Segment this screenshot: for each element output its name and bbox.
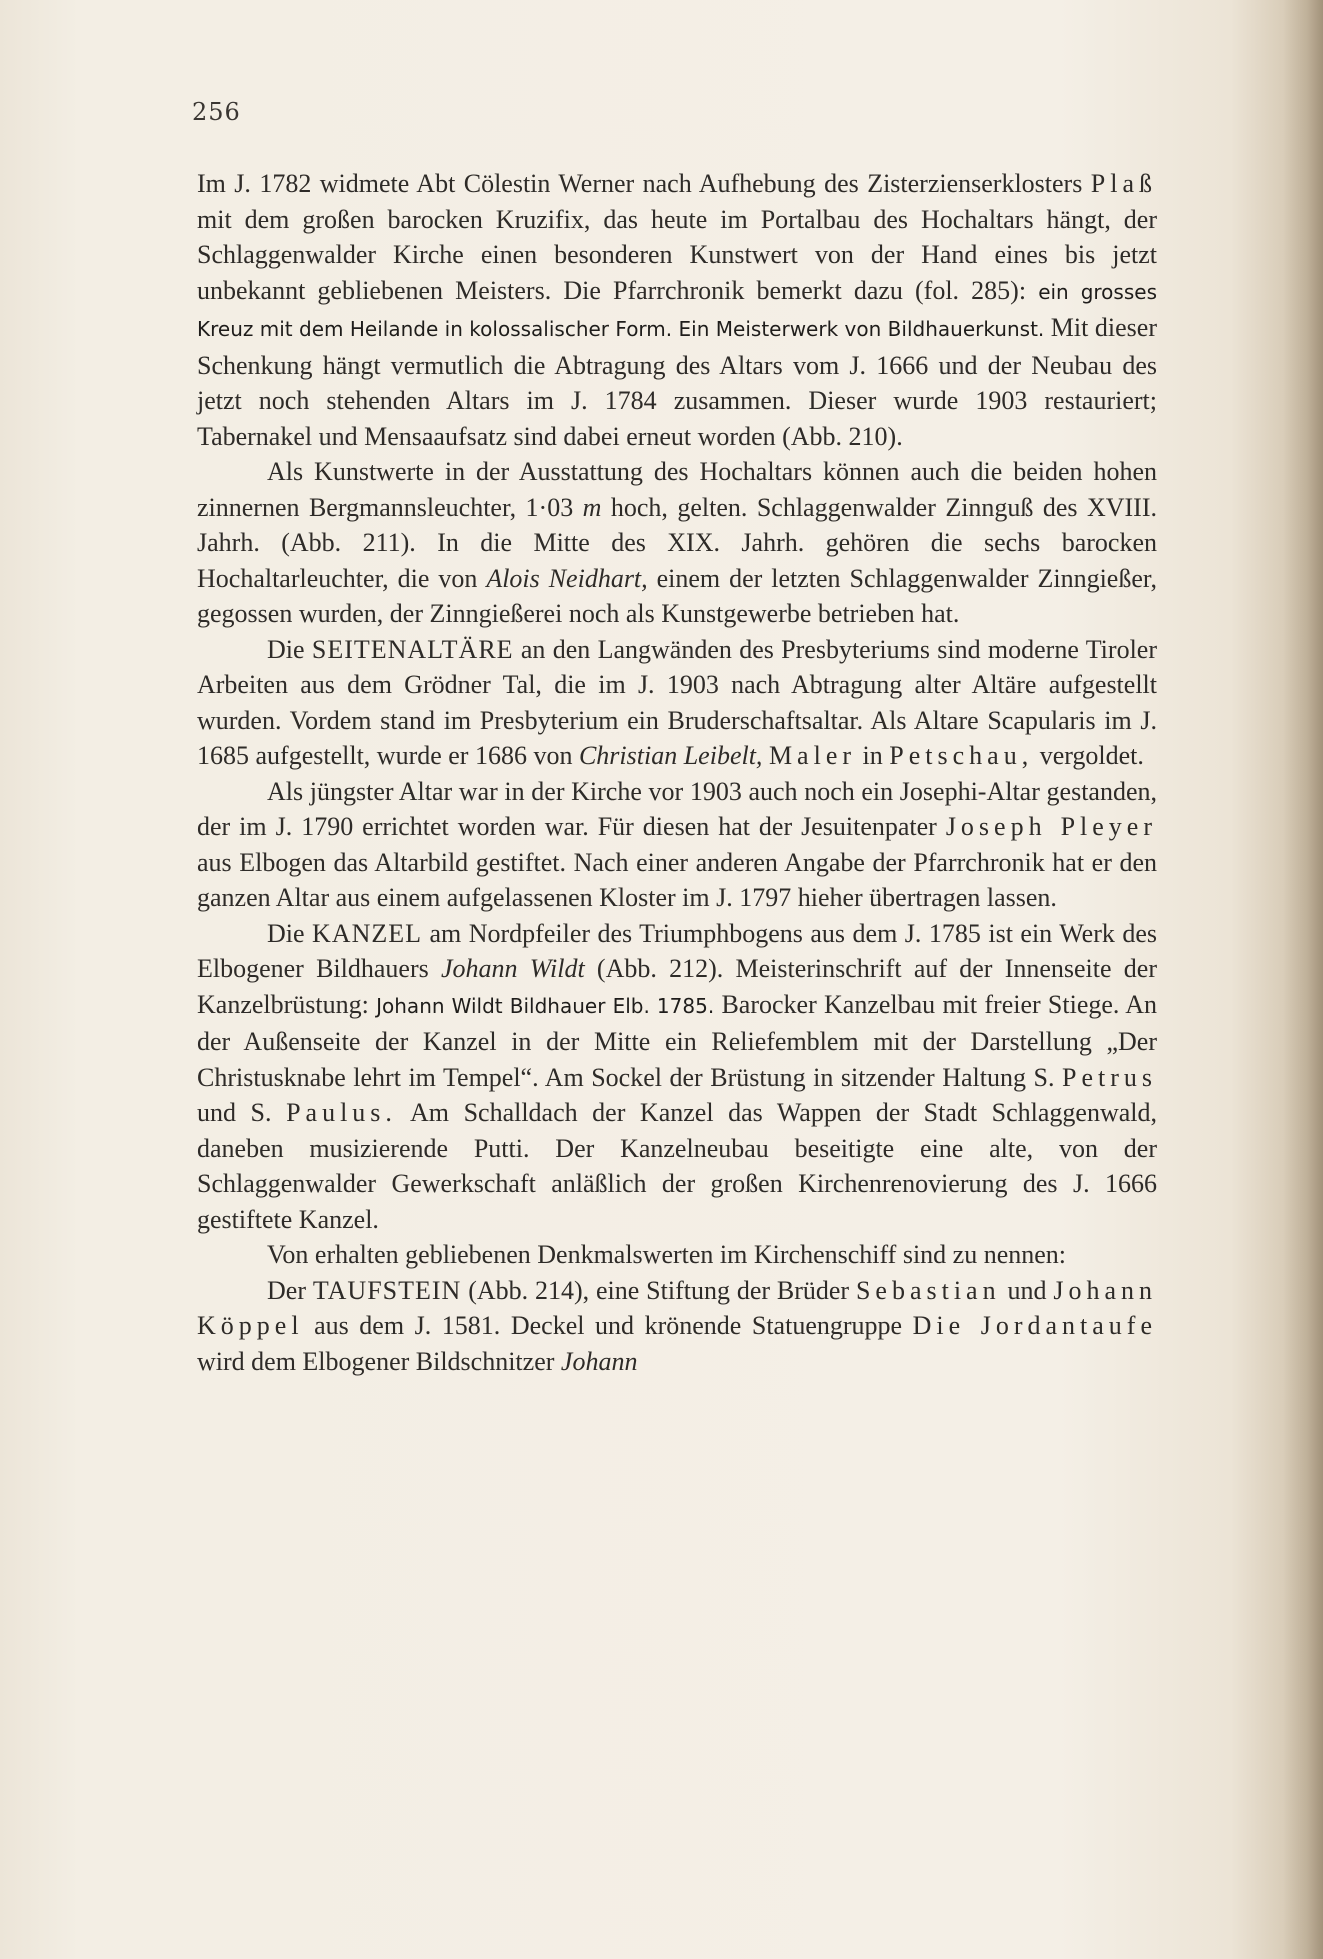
- text-run: (Abb. 214), eine Stiftung der Brüder: [461, 1275, 856, 1305]
- text-run: Barocker Kanzelbau mit freier Stiege. An der Außenseite der Kanzel in der Mitte ein Reliefemblem mit der Darstellung „Der Christusknabe lehrt im Tempel“. Am Sockel der Brüstung in sitzender Haltung S.: [197, 989, 1158, 1092]
- paragraph: [197, 454, 1157, 632]
- text-run: aus Elbogen das Altarbild gestiftet. Nach einer anderen Angabe der Pfarrchronik hat er den ganzen Altar aus einem aufgelassenen Kloster im J. 1797 hieher übertragen lassen.: [197, 847, 1157, 912]
- text-run: SEITENALTÄRE: [311, 634, 514, 664]
- paragraph: [197, 166, 1157, 454]
- paragraph: [197, 774, 1157, 916]
- text-run: wird dem Elbogener Bildschnitzer: [197, 1346, 561, 1376]
- text-run: aus dem J. 1581. Deckel und krönende Statuengruppe: [303, 1311, 913, 1340]
- text-run: KANZEL: [312, 918, 423, 948]
- text-run: Johann Köppel: [197, 1275, 1157, 1340]
- paragraph: [197, 1273, 1157, 1380]
- text-run: Als jüngster Altar war in der Kirche vor 1903 auch noch ein Josephi-Altar gestanden, der im J. 1790 errichtet worden war. Für diesen hat der Jesuitenpater: [197, 776, 1157, 841]
- text-run: und: [1000, 1275, 1054, 1305]
- text-run: Von erhalten gebliebenen Denkmalswerten im Kirchenschiff sind zu nennen:: [267, 1240, 1067, 1269]
- text-run: m: [582, 492, 602, 522]
- page-number: 256: [192, 98, 241, 126]
- text-run: Sebastian: [855, 1275, 1001, 1305]
- text-run: Der: [267, 1275, 313, 1305]
- text-run: Im J. 1782 widmete Abt Cölestin Werner nach Aufhebung des Zisterzienserklosters: [197, 169, 1091, 198]
- paragraph: [197, 916, 1157, 1238]
- text-run: mit dem großen barocken Kruzifix, das heute im Portalbau des Hochaltars hängt, der Schlaggenwalder Kirche einen besonderen Kunstwert von der Hand eines bis jetzt unbekannt gebliebenen Meisters. Die Pfarrchronik bemerkt dazu (fol. 285):: [197, 204, 1157, 305]
- text-run: Johann Wildt Bildhauer Elb. 1785.: [376, 993, 715, 1018]
- text-run: hoch, gelten. Schlaggenwalder Zinnguß des XVIII. Jahrh. (Abb. 211). In die Mitte des XIX. Jahrh. gehören die sechs barocken Hochaltarleuchter, die von: [197, 492, 1157, 593]
- text-run: Die: [267, 634, 312, 664]
- body-text: [197, 166, 1157, 1379]
- text-run: einem der letzten Schlaggenwalder Zinngießer, gegossen wurden, der Zinngießerei noch als Kunstgewerbe betrieben hat.: [197, 563, 1158, 628]
- text-run: in: [856, 741, 890, 770]
- text-run: Die Jordantaufe: [912, 1311, 1157, 1340]
- text-run: Petrus: [1062, 1062, 1157, 1092]
- text-run: am Nordpfeiler des Triumphbogens aus dem J. 1785 ist ein Werk des Elbogener Bildhauers: [197, 918, 1157, 983]
- text-run: Mit dieser Schenkung hängt vermutlich die Abtragung des Altars vom J. 1666 und der Neubau des jetzt noch stehenden Altars im J. 1784 zusammen. Dieser wurde 1903 restauriert; Tabernakel und Mensaaufsatz sind dabei erneut worden (Abb. 210).: [197, 313, 1157, 451]
- text-run: Plaß: [1090, 169, 1157, 198]
- text-run: Am Schalldach der Kanzel das Wappen der Stadt Schlaggenwald, daneben musizierende Putti. Der Kanzelneubau beseitigte eine alte, von der Schlaggenwalder Gewerkschaft anläßlich der großen Kirchenrenovierung des J. 1666 gestiftete Kanzel.: [197, 1098, 1157, 1234]
- text-run: Maler: [768, 741, 857, 770]
- text-run: Johann Wildt: [440, 954, 585, 983]
- text-run: ein grosses Kreuz mit dem Heilande in kolossalischer Form. Ein Meisterwerk von Bildhauerkunst.: [197, 279, 1157, 341]
- text-run: Die: [267, 918, 313, 948]
- text-run: an den Langwänden des Presbyteriums sind moderne Tiroler Arbeiten aus dem Grödner Tal, die im J. 1903 nach Abtragung alter Altäre aufgestellt wurden. Vordem stand im Presbyterium ein Bruderschaftsaltar. Als Altare Scapularis im J. 1685 aufgestellt, wurde er 1686 von: [197, 634, 1157, 770]
- text-run: TAUFSTEIN: [312, 1275, 462, 1305]
- text-run: Johann: [560, 1346, 638, 1376]
- text-run: Petschau,: [889, 741, 1034, 770]
- text-run: und S.: [197, 1098, 287, 1127]
- text-run: vergoldet.: [1033, 741, 1144, 770]
- text-run: Joseph Pleyer: [945, 812, 1157, 841]
- text-run: Als Kunstwerte in der Ausstattung des Hochaltars können auch die beiden hohen zinnernen Bergmannsleuchter, 1·03: [197, 457, 1157, 522]
- page-edge-shadow: [1283, 0, 1323, 1959]
- text-run: (Abb. 212). Meisterinschrift auf der Innenseite der Kanzelbrüstung:: [197, 954, 1157, 1019]
- text-run: Paulus.: [286, 1098, 397, 1127]
- paragraph: [197, 632, 1157, 774]
- paragraph: [197, 1237, 1157, 1273]
- text-run: Alois Neidhart,: [486, 563, 648, 593]
- text-run: Christian Leibelt,: [578, 741, 763, 770]
